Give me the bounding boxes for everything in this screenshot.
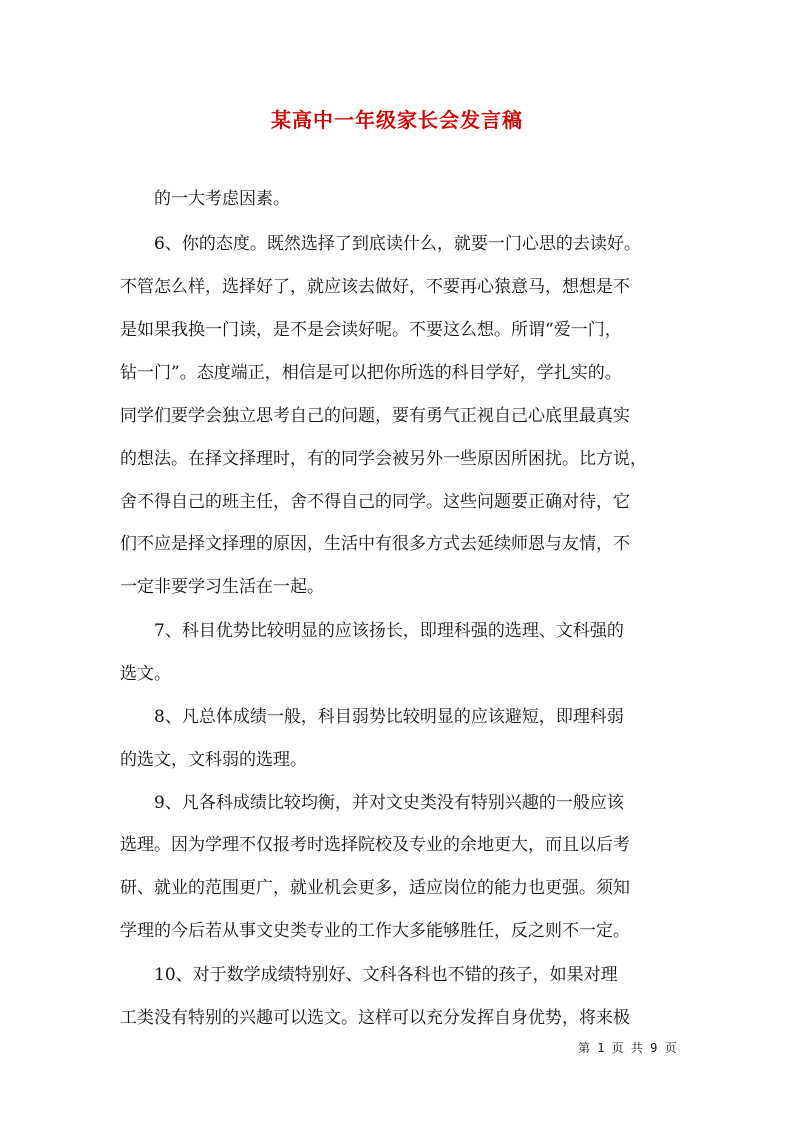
text-line: 不管怎么样，选择好了，就应该去做好，不要再心猿意马，想想是不 (120, 277, 630, 297)
text-line: 选文。 (120, 664, 171, 684)
text-line: 的一大考虑因素。 (154, 189, 290, 209)
text-line: 们不应是择文择理的原因，生活中有很多方式去延续师恩与友情，不 (120, 534, 630, 554)
text-line: 6、你的态度。既然选择了到底读什么，就要一门心思的去读好。 (154, 234, 641, 254)
text-line: 7、科目优势比较明显的应该扬长，即理科强的选理、文科强的 (154, 621, 624, 641)
text-line: 钻一门”。态度端正，相信是可以把你所选的科目学好，学扎实的。 (120, 363, 622, 383)
text-line: 8、凡总体成绩一般，科目弱势比较明显的应该避短，即理科弱 (154, 707, 624, 727)
document-title: 某高中一年级家长会发言稿 (271, 108, 523, 132)
text-line: 学理的今后若从事文史类专业的工作大多能够胜任，反之则不一定。 (120, 921, 630, 941)
text-line: 是如果我换一门读，是不是会读好呢。不要这么想。所谓“爱一门， (120, 320, 622, 340)
text-line: 9、凡各科成绩比较均衡，并对文史类没有特别兴趣的一般应该 (154, 793, 624, 813)
page-number: 第 1 页 共 9 页 (578, 1041, 677, 1055)
text-line: 同学们要学会独立思考自己的问题，要有勇气正视自己心底里最真实 (120, 406, 630, 426)
text-line: 一定非要学习生活在一起。 (120, 577, 324, 597)
text-line: 选理。因为学理不仅报考时选择院校及专业的余地更大，而且以后考 (120, 835, 630, 855)
text-line: 工类没有特别的兴趣可以选文。这样可以充分发挥自身优势，将来极 (120, 1008, 630, 1028)
text-line: 的选文，文科弱的选理。 (120, 750, 307, 770)
text-line: 10、对于数学成绩特别好、文科各科也不错的孩子，如果对理 (154, 965, 618, 985)
text-line: 的想法。在择文择理时，有的同学会被另外一些原因所困扰。比方说， (120, 449, 647, 469)
text-line: 研、就业的范围更广，就业机会更多，适应岗位的能力也更强。须知 (120, 878, 630, 898)
text-line: 舍不得自己的班主任，舍不得自己的同学。这些问题要正确对待，它 (120, 492, 630, 512)
